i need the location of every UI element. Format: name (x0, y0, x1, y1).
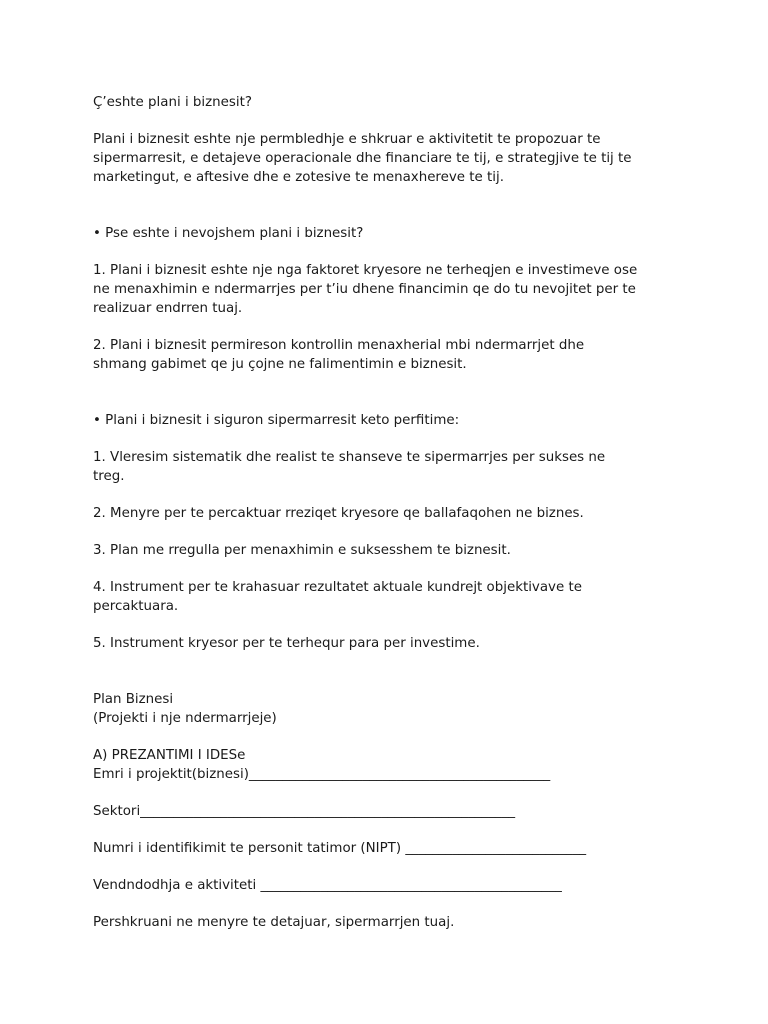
why-item-line: shmang gabimet qe ju çojne ne falimentimin e biznesit. (93, 357, 467, 372)
benefit-item-3 (93, 541, 693, 560)
why-heading: • Pse eshte i nevojshem plani i biznesit? (93, 226, 364, 241)
benefit-item-5 (93, 634, 693, 653)
definition-line: Plani i biznesit eshte nje permbledhje e shkruar e aktivitetit te propozuar te (93, 132, 601, 147)
definition-line: marketingut, e aftesive dhe e zotesive te menaxhereve te tij. (93, 170, 504, 185)
why-item-line: ne menaxhimin e ndermarrjes per t’iu dhene financimin qe do tu nevojitet per te (93, 282, 636, 297)
why-item-line: realizuar endrren tuaj. (93, 301, 243, 316)
title-question: Ç’eshte plani i biznesit? (93, 95, 252, 110)
section-a-heading: A) PREZANTIMI I IDESe (93, 748, 246, 763)
field-sector: Sektori________________________________________________________ (93, 804, 516, 819)
benefit-item-line: 2. Menyre per te percaktuar rreziqet kryesore qe ballafaqohen ne biznes. (93, 506, 584, 521)
benefit-item-line: treg. (93, 469, 125, 484)
benefit-item-line: 4. Instrument per te krahasuar rezultatet aktuale kundrejt objektivave te (93, 580, 582, 595)
benefit-item-line: percaktuara. (93, 599, 179, 614)
benefit-item-4 (93, 578, 693, 616)
why-item-line: 1. Plani i biznesit eshte nje nga faktoret kryesore ne terheqjen e investimeve ose (93, 263, 638, 278)
document-page (93, 93, 693, 932)
why-item-2 (93, 336, 693, 374)
benefit-item-line: 3. Plan me rregulla per menaxhimin e suksesshem te biznesit. (93, 543, 511, 558)
benefit-item-line: 5. Instrument kryesor per te terhequr para per investime. (93, 636, 480, 651)
why-item-line: 2. Plani i biznesit permireson kontrollin menaxherial mbi ndermarrjet dhe (93, 338, 585, 353)
plan-title: Plan Biznesi (93, 692, 174, 707)
definition-line: sipermarresit, e detajeve operacionale dhe financiare te tij, e strategjive te tij te (93, 151, 632, 166)
benefit-item-2 (93, 504, 693, 523)
describe-prompt: Pershkruani ne menyre te detajuar, sipermarrjen tuaj. (93, 915, 455, 930)
benefit-item-line: 1. Vleresim sistematik dhe realist te shanseve te sipermarrjes per sukses ne (93, 450, 606, 465)
benefits-heading: • Plani i biznesit i siguron sipermarresit keto perfitime: (93, 413, 460, 428)
plan-subtitle: (Projekti i nje ndermarrjeje) (93, 711, 277, 726)
definition-paragraph (93, 130, 693, 187)
field-nipt: Numri i identifikimit te personit tatimor (NIPT) ___________________________ (93, 841, 587, 856)
benefit-item-1 (93, 448, 693, 486)
field-location: Vendndodhja e aktiviteti _____________________________________________ (93, 878, 562, 893)
field-project-name: Emri i projektit(biznesi)_____________________________________________ (93, 767, 551, 782)
why-item-1 (93, 261, 693, 318)
